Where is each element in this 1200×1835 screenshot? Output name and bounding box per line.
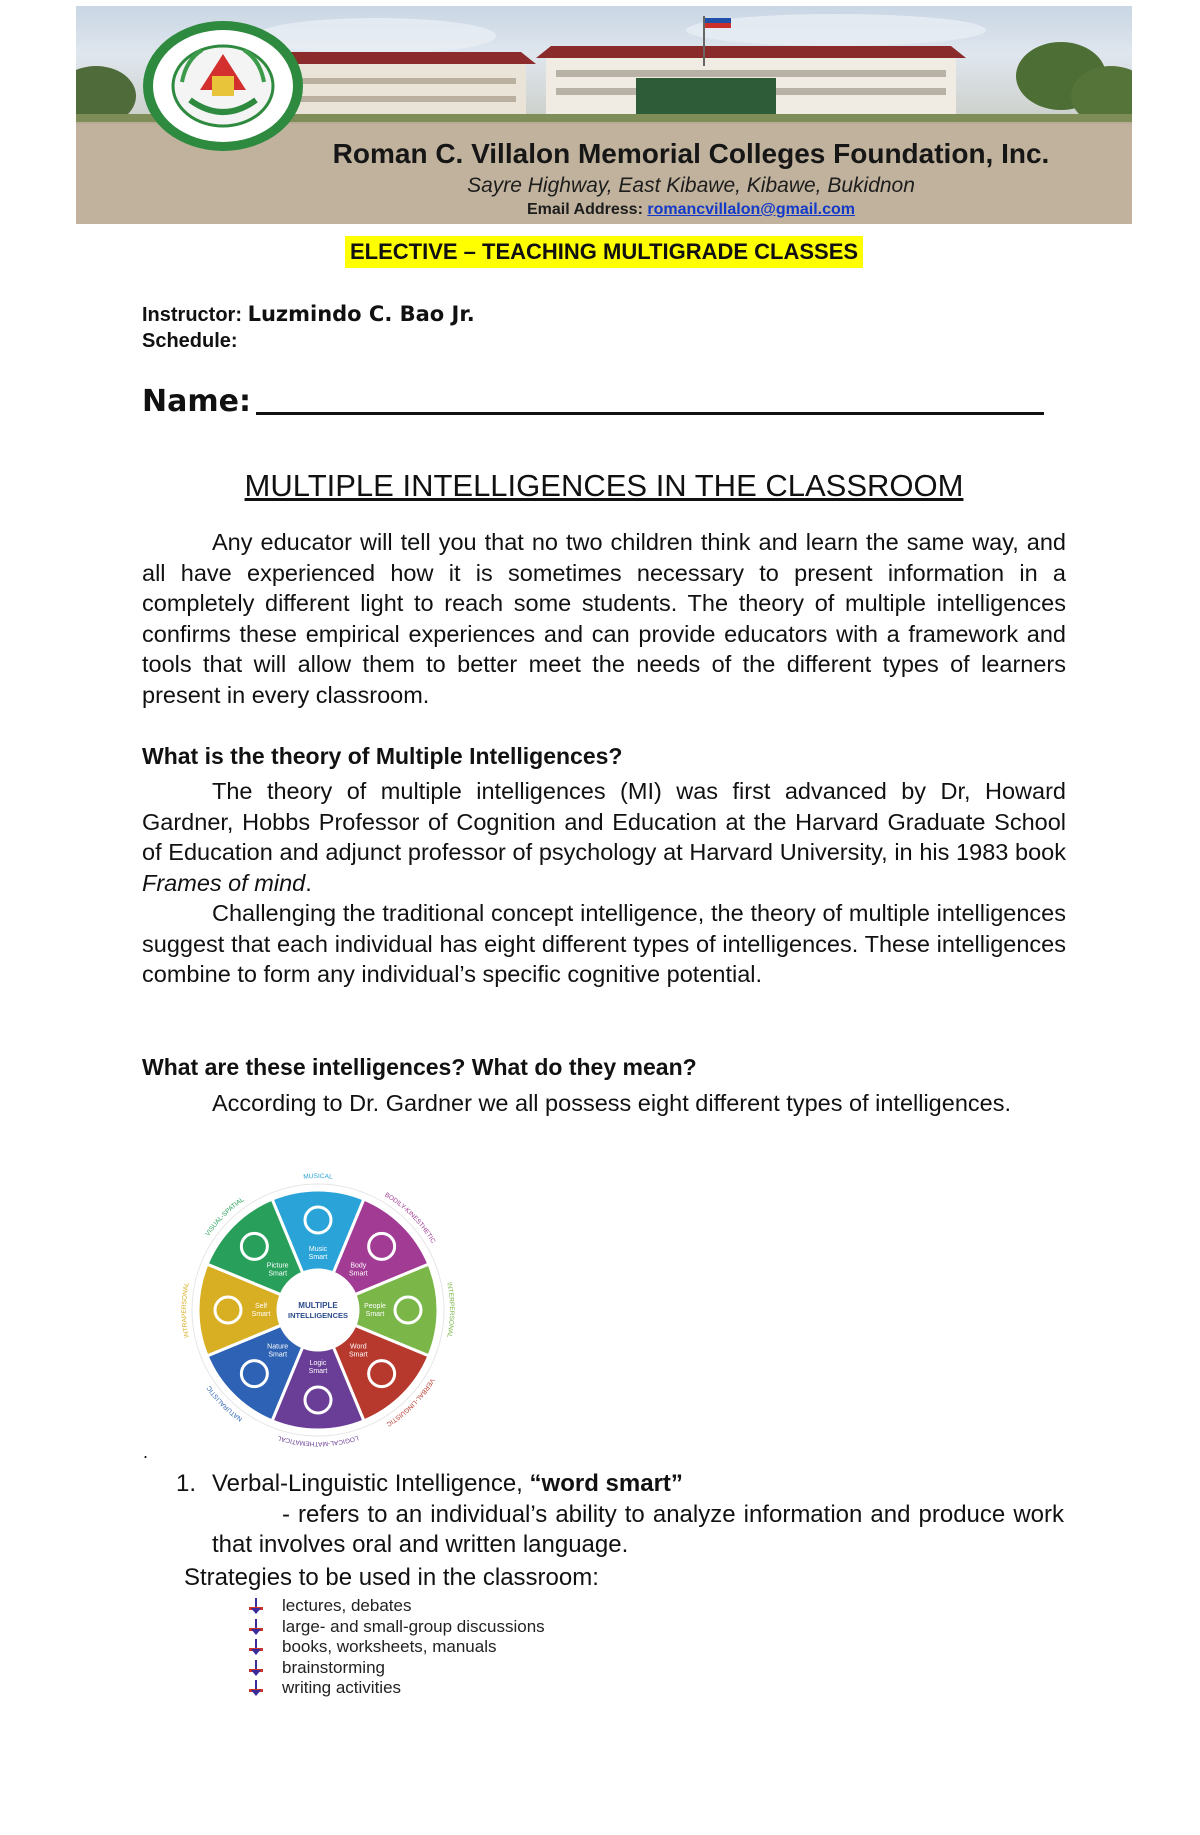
stray-dot: .: [143, 1442, 149, 1462]
name-blank-line[interactable]: [256, 412, 1044, 415]
section-heading-theory: What is the theory of Multiple Intelligences?: [142, 743, 623, 769]
schedule-row: [142, 330, 238, 353]
book-title: Frames of mind: [142, 869, 306, 896]
strategies-label: Strategies to be used in the classroom:: [184, 1564, 599, 1591]
course-title: ELECTIVE – TEACHING MULTIGRADE CLASSES: [345, 236, 863, 268]
wheel-segment-label: Smart: [308, 1254, 328, 1261]
wheel-segment-label: Word: [350, 1343, 367, 1351]
wheel-segment-label: Smart: [268, 1351, 288, 1359]
section-heading-intelligences: What are these intelligences? What do they mean?: [142, 1054, 697, 1080]
strategy-item: [248, 1596, 545, 1617]
wheel-segment-label: Smart: [308, 1368, 328, 1375]
item-name: Verbal-Linguistic Intelligence,: [212, 1470, 530, 1497]
challenge-paragraph: Challenging the traditional concept intelligence, the theory of multiple intelligences suggest that each individual has eight different types of intelligences. These intelligences combine to form any individual’s specific cognitive potential.: [142, 900, 1066, 987]
item-nickname: “word smart”: [529, 1470, 683, 1497]
wheel-segment-label: Smart: [365, 1311, 385, 1318]
strategies-list: [248, 1596, 545, 1699]
wheel-outer-caption: LOGICAL-MATHEMATICAL: [276, 1433, 360, 1448]
theory-text: The theory of multiple intelligences (MI) was first advanced by Dr, Howard Gardner, Hobbs Professor of Cognition and Education at the Harvard Graduate School of Education and adjunct professor of psychology at Harvard University, in his 1983 book: [142, 778, 1066, 865]
item-description: - refers to an individual’s ability to analyze information and produce work that involves oral and written language.: [212, 1501, 1064, 1558]
wheel-segment-label: Logic: [309, 1360, 327, 1367]
wheel-outer-caption: VISUAL-SPATIAL: [204, 1196, 246, 1238]
wheel-segment-label: Smart: [251, 1311, 271, 1318]
wheel-outer-caption: VERBAL-LINGUISTIC: [384, 1376, 436, 1428]
multiple-intelligences-wheel: [168, 1160, 468, 1460]
strategy-item: [248, 1637, 545, 1658]
arrow-bullet-icon: [248, 1660, 264, 1676]
wheel-outer-caption: INTRAPERSONAL: [180, 1281, 191, 1339]
arrow-bullet-icon: [248, 1619, 264, 1635]
email-link[interactable]: romancvillalon@gmail.com: [647, 201, 855, 218]
wheel-segment-label: People: [364, 1303, 386, 1310]
instructor-label: Instructor:: [142, 304, 242, 326]
strategy-text: large- and small-group discussions: [282, 1616, 545, 1636]
wheel-segment-label: Self: [254, 1303, 268, 1310]
school-address: Sayre Highway, East Kibawe, Kibawe, Bukidnon: [467, 174, 915, 197]
wheel-segment-label: Smart: [348, 1351, 368, 1359]
school-name: Roman C. Villalon Memorial Colleges Foundation, Inc.: [332, 138, 1050, 169]
wheel-segment-label: Body: [350, 1262, 367, 1270]
name-label: Name:: [142, 384, 251, 419]
theory-paragraph: The theory of multiple intelligences (MI) was first advanced by Dr, Howard Gardner, Hobbs Professor of Cognition and Education at the Harvard Graduate School of Education and adjunct professor of psychology at Harvard University, in his 1983 book Frames of mind.: [142, 778, 1066, 896]
list-item-verbal-linguistic: [176, 1470, 1076, 1560]
school-email-line: [256, 201, 1126, 219]
wheel-center: [280, 1272, 356, 1348]
strategy-text: books, worksheets, manuals: [282, 1637, 497, 1656]
strategy-item: [248, 1678, 545, 1699]
page-title: MULTIPLE INTELLIGENCES IN THE CLASSROOM: [244, 468, 964, 503]
instructor-name: Luzmindo C. Bao Jr.: [247, 302, 475, 326]
strategy-item: [248, 1617, 545, 1638]
strategy-text: writing activities: [282, 1678, 402, 1697]
wheel-segment-label: Nature: [267, 1343, 289, 1351]
school-seal-logo: [142, 20, 304, 152]
arrow-bullet-icon: [248, 1639, 264, 1655]
wheel-segment-label: Smart: [348, 1270, 368, 1278]
wheel-center-label: INTELLIGENCES: [287, 1311, 349, 1320]
intro-paragraph: Any educator will tell you that no two children think and learn the same way, and all have experienced how it is sometimes necessary to present information in a completely different light to reach some students. The theory of multiple intelligences confirms these empirical experiences and can provide educators with a framework and tools that will allow them to better meet the needs of the different types of learners present in every classroom.: [142, 529, 1066, 708]
wheel-segment-label: Smart: [268, 1270, 288, 1278]
wheel-segment-label: Music: [308, 1246, 328, 1253]
item-number: 1.: [176, 1470, 197, 1497]
wheel-center-label: MULTIPLE: [298, 1301, 338, 1310]
strategy-text: brainstorming: [282, 1657, 385, 1677]
gardner-paragraph: According to Dr. Gardner we all possess eight different types of intelligences.: [212, 1090, 1011, 1116]
email-label: Email Address:: [527, 201, 643, 218]
wheel-outer-caption: MUSICAL: [303, 1172, 333, 1181]
arrow-bullet-icon: [248, 1680, 264, 1696]
wheel-segment-label: Picture: [266, 1262, 289, 1270]
arrow-bullet-icon: [248, 1598, 264, 1614]
wheel-outer-caption: INTERPERSONAL: [445, 1281, 456, 1339]
wheel-outer-caption: NATURALISTIC: [205, 1384, 244, 1423]
schedule-label: Schedule:: [142, 330, 238, 352]
school-header-banner: [76, 6, 1132, 224]
wheel-outer-caption: BODILY-KINESTHETIC: [383, 1191, 437, 1245]
instructor-row: [142, 302, 475, 327]
strategy-text: lectures, debates: [282, 1596, 412, 1615]
strategy-item: [248, 1658, 545, 1679]
